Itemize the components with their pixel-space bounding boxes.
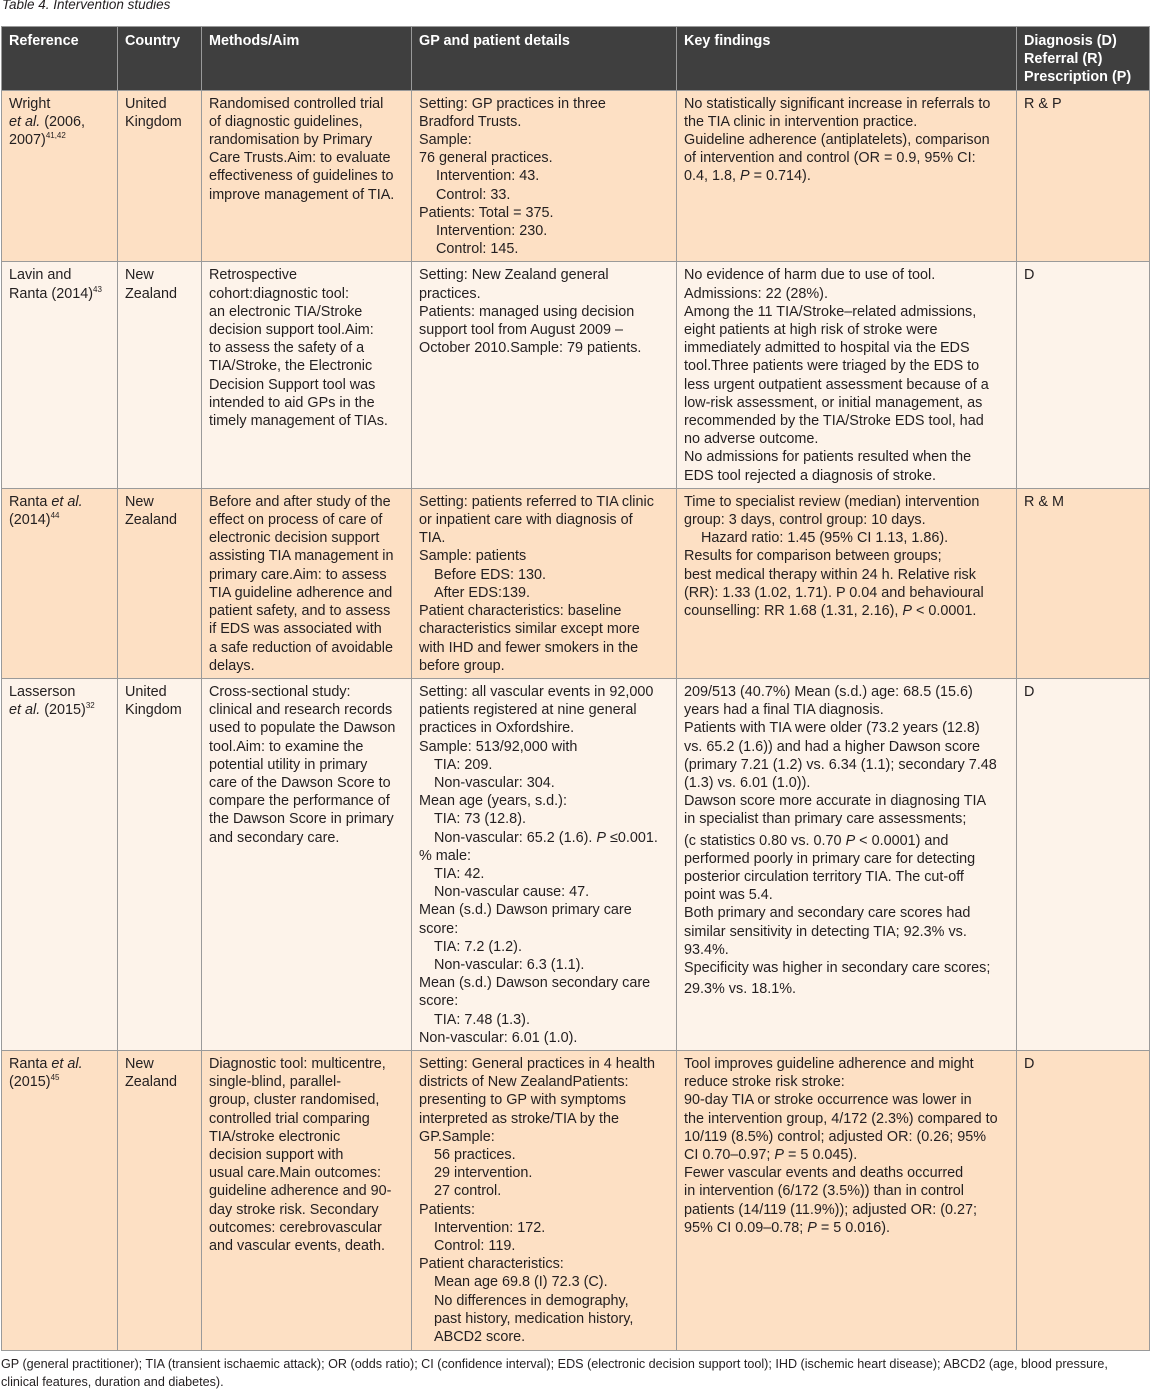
details-line: No differences in demography,: [434, 1292, 629, 1309]
header-row: [2, 27, 1150, 91]
methods-line: used to populate the Dawson: [209, 720, 396, 737]
details-line: Setting: all vascular events in 92,000: [419, 683, 654, 700]
methods-line: decision support tool.Aim:: [209, 322, 374, 339]
findings-text: 95% CI 0.09–0.78;: [684, 1219, 808, 1236]
p-value-italic: P: [902, 603, 912, 620]
country-line: Zealand: [125, 1074, 178, 1091]
cell-methods: [202, 262, 412, 488]
country-line: New: [125, 267, 154, 284]
findings-line: EDS tool rejected a diagnosis of stroke.: [684, 467, 936, 484]
methods-line: compare the performance of: [209, 793, 390, 810]
ref-text: (2015): [9, 1074, 51, 1091]
details-line: 29 intervention.: [434, 1165, 533, 1182]
methods-line: Care Trusts.Aim: to evaluate: [209, 150, 391, 167]
details-line: Patients: managed using decision: [419, 303, 635, 320]
intervention-studies-table: [1, 26, 1150, 1351]
ref-italic: et al.: [9, 113, 41, 130]
methods-line: Before and after study of the: [209, 493, 391, 510]
methods-line: outcomes: cerebrovascular: [209, 1219, 382, 1236]
findings-line: performed poorly in primary care for detecting: [684, 850, 976, 867]
findings-line: Admissions: 22 (28%).: [684, 285, 828, 302]
methods-line: TIA/stroke electronic: [209, 1128, 341, 1145]
details-line: Intervention: 230.: [436, 223, 548, 240]
details-line: Mean (s.d.) Dawson secondary care: [419, 975, 651, 992]
cell-findings: [677, 262, 1017, 488]
details-line: practices in Oxfordshire.: [419, 720, 575, 737]
methods-line: single-blind, parallel-: [209, 1074, 341, 1091]
country-line: Zealand: [125, 285, 178, 302]
header-country: Country: [118, 27, 202, 91]
cell-methods: [202, 90, 412, 262]
ref-text: Ranta: [9, 493, 52, 510]
methods-line: Cross-sectional study:: [209, 683, 351, 700]
cell-dx: D: [1017, 1050, 1150, 1350]
country-line: Kingdom: [125, 113, 182, 130]
methods-line: usual care.Main outcomes:: [209, 1165, 381, 1182]
methods-line: timely management of TIAs.: [209, 413, 388, 430]
cell-reference: [2, 678, 118, 1050]
details-line: score:: [419, 993, 459, 1010]
details-line: presenting to GP with symptoms: [419, 1092, 626, 1109]
ref-text: (2006,: [40, 113, 86, 130]
methods-line: controlled trial comparing: [209, 1110, 370, 1127]
details-line: Setting: New Zealand general: [419, 267, 609, 284]
findings-line: the TIA clinic in intervention practice.: [684, 113, 918, 130]
ref-superscript: 44: [50, 511, 60, 521]
findings-line: Specificity was higher in secondary care scores;: [684, 959, 991, 976]
details-line: Control: 145.: [436, 241, 519, 258]
findings-line: Time to specialist review (median) intervention: [684, 493, 980, 510]
methods-line: group, cluster randomised,: [209, 1092, 380, 1109]
details-line: Setting: GP practices in three: [419, 95, 606, 112]
ref-line: [9, 131, 110, 149]
details-line: % male:: [419, 847, 471, 864]
findings-line: point was 5.4.: [684, 887, 773, 904]
findings-line: No statistically significant increase in referrals to: [684, 95, 991, 112]
header-findings: Key findings: [677, 27, 1017, 91]
methods-line: assisting TIA management in: [209, 548, 394, 565]
country-line: Zealand: [125, 512, 178, 529]
p-value-italic: P: [596, 829, 606, 846]
ref-italic: et al.: [51, 1055, 83, 1072]
findings-line: [684, 602, 1009, 620]
findings-text: < 0.0001) and: [855, 832, 949, 849]
methods-line: day stroke risk. Secondary: [209, 1201, 379, 1218]
findings-line: eight patients at high risk of stroke were: [684, 322, 938, 339]
ref-text: Lasserson: [9, 683, 76, 700]
cell-findings: [677, 678, 1017, 1050]
header-diagnosis: Diagnosis (D): [1024, 33, 1117, 49]
details-line: Bradford Trusts.: [419, 113, 522, 130]
details-line: characteristics similar except more: [419, 621, 640, 638]
findings-line: less urgent outpatient assessment because of a: [684, 376, 989, 393]
ref-superscript: 43: [93, 284, 102, 294]
findings-line: the intervention group, 4/172 (2.3%) compared to: [684, 1110, 998, 1127]
findings-line: best medical therapy within 24 h. Relative risk: [684, 566, 976, 583]
details-line: TIA: 7.48 (1.3).: [434, 1011, 530, 1028]
details-line: TIA: 42.: [434, 865, 485, 882]
details-line: 56 practices.: [434, 1146, 516, 1163]
findings-line: No admissions for patients resulted when the: [684, 449, 972, 466]
cell-reference: [2, 262, 118, 488]
p-value-italic: P: [845, 832, 856, 849]
ref-text: Ranta (2014): [9, 285, 93, 302]
findings-line: Results for comparison between groups;: [684, 548, 942, 565]
details-line: Non-vascular: 6.3 (1.1).: [434, 956, 585, 973]
details-text: Non-vascular: 65.2 (1.6).: [434, 829, 597, 846]
p-value-italic: P: [740, 168, 750, 185]
findings-line: (primary 7.21 (1.2) vs. 6.34 (1.1); secondary 7.48: [684, 756, 997, 773]
methods-line: patient safety, and to assess: [209, 603, 391, 620]
table-row: [2, 262, 1150, 488]
country-line: New: [125, 493, 154, 510]
country-line: Kingdom: [125, 702, 182, 719]
findings-line: Among the 11 TIA/Stroke–related admissions,: [684, 303, 977, 320]
details-line: Patients: Total = 375.: [419, 204, 554, 221]
ref-line: [9, 701, 110, 719]
methods-line: if EDS was associated with: [209, 621, 382, 638]
findings-line: in specialist than primary care assessments;: [684, 811, 967, 828]
header-details: GP and patient details: [412, 27, 677, 91]
header-diagnosis-referral-prescription: [1017, 27, 1150, 91]
details-line: Patients:: [419, 1201, 475, 1218]
p-value-italic: P: [807, 1219, 817, 1236]
country-line: New: [125, 1055, 154, 1072]
details-line: Patient characteristics: baseline: [419, 603, 622, 620]
methods-line: potential utility in primary: [209, 756, 368, 773]
findings-line: posterior circulation territory TIA. The cut-off: [684, 868, 964, 885]
findings-line: immediately admitted to hospital via the EDS: [684, 340, 970, 357]
details-line: TIA.: [419, 530, 446, 547]
details-line: Before EDS: 130.: [434, 566, 546, 583]
findings-line: group: 3 days, control group: 10 days.: [684, 512, 926, 529]
details-line: Intervention: 172.: [434, 1219, 546, 1236]
findings-line: [684, 832, 1009, 850]
table-row: [2, 1050, 1150, 1350]
cell-country: [118, 1050, 202, 1350]
methods-line: guideline adherence and 90-: [209, 1183, 392, 1200]
table-caption: Table 4. Intervention studies: [2, 0, 171, 12]
findings-line: No evidence of harm due to use of tool.: [684, 267, 936, 284]
methods-line: a safe reduction of avoidable: [209, 639, 394, 656]
table-row: [2, 678, 1150, 1050]
findings-text: < 0.0001.: [912, 603, 977, 620]
details-text: ≤0.001.: [605, 829, 658, 846]
ref-line: [9, 493, 110, 511]
cell-dx: D: [1017, 262, 1150, 488]
table-footnote: GP (general practitioner); TIA (transient ischaemic attack); OR (odds ratio); CI (confidence interval); EDS (electronic decision support tool); IHD (ischemic heart disease); ABCD2 (age, blood pressure, clinical features, duration and diabetes).: [1, 1357, 1108, 1389]
methods-line: tool.Aim: to examine the: [209, 738, 364, 755]
cell-country: [118, 90, 202, 262]
details-line: TIA: 209.: [434, 756, 493, 773]
details-line: TIA: 7.2 (1.2).: [434, 938, 522, 955]
methods-line: care of the Dawson Score to: [209, 774, 391, 791]
details-line: After EDS:139.: [434, 584, 530, 601]
table-row: [2, 488, 1150, 678]
methods-line: randomisation by Primary: [209, 132, 373, 149]
findings-line: Hazard ratio: 1.45 (95% CI 1.13, 1.86).: [701, 530, 949, 547]
findings-line: vs. 65.2 (1.6)) and had a higher Dawson score: [684, 738, 980, 755]
findings-line: [684, 1219, 1009, 1237]
findings-line: Dawson score more accurate in diagnosing TIA: [684, 793, 987, 810]
details-line: [419, 829, 669, 847]
cell-details: [412, 262, 677, 488]
findings-line: no adverse outcome.: [684, 431, 819, 448]
details-line: 76 general practices.: [419, 150, 553, 167]
findings-line: similar sensitivity in detecting TIA; 92.3% vs.: [684, 923, 967, 940]
header-referral: Referral (R): [1024, 51, 1103, 68]
details-line: Sample:: [419, 132, 472, 149]
methods-line: electronic decision support: [209, 530, 380, 547]
methods-line: Retrospective: [209, 267, 297, 284]
details-line: score:: [419, 920, 459, 937]
findings-text: counselling: RR 1.68 (1.31, 2.16),: [684, 603, 903, 620]
details-line: Patient characteristics:: [419, 1256, 564, 1273]
methods-line: and secondary care.: [209, 829, 340, 846]
findings-line: recommended by the TIA/Stroke EDS tool, had: [684, 413, 984, 430]
ref-line: [9, 511, 110, 529]
findings-line: reduce stroke risk stroke:: [684, 1074, 845, 1091]
details-line: Intervention: 43.: [436, 168, 540, 185]
ref-line: [9, 1073, 110, 1091]
details-line: interpreted as stroke/TIA by the: [419, 1110, 619, 1127]
ref-superscript: 45: [50, 1073, 60, 1083]
details-line: Sample: patients: [419, 548, 527, 565]
cell-country: [118, 678, 202, 1050]
ref-italic: et al.: [9, 702, 41, 719]
findings-text: 0.4, 1.8,: [684, 168, 741, 185]
findings-line: 10/119 (8.5%) control; adjusted OR: (0.26; 95%: [684, 1128, 987, 1145]
findings-line: Fewer vascular events and deaths occurred: [684, 1165, 964, 1182]
ref-text: (2014): [9, 512, 51, 529]
cell-findings: [677, 488, 1017, 678]
details-line: Mean age (years, s.d.):: [419, 793, 567, 810]
findings-text: CI 0.70–0.97;: [684, 1146, 775, 1163]
methods-line: to assess the safety of a: [209, 340, 365, 357]
findings-line: 209/513 (40.7%) Mean (s.d.) age: 68.5 (15.6): [684, 683, 973, 700]
cell-methods: [202, 488, 412, 678]
methods-line: improve management of TIA.: [209, 186, 395, 203]
header-prescription: Prescription (P): [1024, 69, 1132, 86]
findings-line: (1.3) vs. 6.01 (1.0)).: [684, 774, 811, 791]
details-line: Mean (s.d.) Dawson primary care: [419, 902, 632, 919]
findings-line: 90-day TIA or stroke occurrence was lower in: [684, 1092, 972, 1109]
findings-line: low-risk assessment, or initial management, as: [684, 394, 983, 411]
methods-line: and vascular events, death.: [209, 1238, 385, 1254]
findings-line: Tool improves guideline adherence and might: [684, 1055, 974, 1072]
details-line: or inpatient care with diagnosis of: [419, 512, 633, 529]
findings-line: 93.4%.: [684, 941, 729, 958]
methods-line: TIA/Stroke, the Electronic: [209, 358, 373, 375]
cell-details: [412, 678, 677, 1050]
methods-line: primary care.Aim: to assess: [209, 566, 387, 583]
methods-line: clinical and research records: [209, 702, 393, 719]
findings-line: (RR): 1.33 (1.02, 1.71). P 0.04 and behavioural: [684, 584, 984, 601]
table-row: [2, 90, 1150, 262]
ref-line: [9, 113, 110, 131]
findings-line: in intervention (6/172 (3.5%)) than in control: [684, 1183, 964, 1200]
details-line: practices.: [419, 285, 481, 302]
findings-line: Both primary and secondary care scores had: [684, 905, 971, 922]
findings-line: Patients with TIA were older (73.2 years (12.8): [684, 720, 980, 737]
methods-line: Decision Support tool was: [209, 376, 376, 393]
ref-text: (2015): [40, 702, 86, 719]
details-line: Control: 119.: [434, 1238, 516, 1254]
cell-details: [412, 488, 677, 678]
methods-line: intended to aid GPs in the: [209, 394, 375, 411]
findings-text: (c statistics 0.80 vs. 0.70: [684, 832, 846, 849]
details-line: 27 control.: [434, 1183, 502, 1200]
findings-line: [684, 167, 1009, 185]
cell-dx: D: [1017, 678, 1150, 1050]
cell-findings: [677, 90, 1017, 262]
cell-reference: [2, 488, 118, 678]
findings-text: = 5 0.016).: [816, 1219, 891, 1236]
ref-superscript: 41,42: [45, 131, 66, 141]
details-line: Setting: General practices in 4 health: [419, 1055, 655, 1072]
cell-findings: [677, 1050, 1017, 1350]
findings-line: tool.Three patients were triaged by the EDS to: [684, 358, 980, 375]
methods-line: Diagnostic tool: multicentre,: [209, 1055, 386, 1072]
methods-line: cohort:diagnostic tool:: [209, 285, 349, 302]
details-line: Sample: 513/92,000 with: [419, 738, 578, 755]
details-line: Control: 33.: [436, 186, 511, 203]
cell-details: [412, 90, 677, 262]
ref-line: [9, 1055, 110, 1073]
details-line: GP.Sample:: [419, 1128, 495, 1145]
details-line: before group.: [419, 657, 505, 674]
methods-line: an electronic TIA/Stroke: [209, 303, 363, 320]
cell-dx: R & P: [1017, 90, 1150, 262]
methods-line: decision support with: [209, 1146, 344, 1163]
details-line: Setting: patients referred to TIA clinic: [419, 493, 654, 510]
cell-reference: [2, 1050, 118, 1350]
details-line: with IHD and fewer smokers in the: [419, 639, 639, 656]
findings-line: 29.3% vs. 18.1%.: [684, 981, 796, 998]
ref-text: Lavin and: [9, 267, 72, 284]
cell-methods: [202, 678, 412, 1050]
findings-line: patients (14/119 (11.9%)); adjusted OR: (0.27;: [684, 1201, 978, 1218]
findings-line: years had a final TIA diagnosis.: [684, 702, 884, 719]
methods-line: TIA guideline adherence and: [209, 584, 393, 601]
cell-details: [412, 1050, 677, 1350]
ref-superscript: 32: [85, 701, 95, 711]
ref-line: [9, 285, 110, 303]
details-line: support tool from August 2009 –: [419, 322, 623, 339]
details-line: districts of New ZealandPatients:: [419, 1074, 629, 1091]
details-line: October 2010.Sample: 79 patients.: [419, 340, 642, 357]
details-line: ABCD2 score.: [434, 1329, 526, 1346]
methods-line: effect on process of care of: [209, 512, 383, 529]
findings-text: = 5 0.045).: [784, 1146, 858, 1163]
findings-line: of intervention and control (OR = 0.9, 95% CI:: [684, 150, 976, 167]
cell-reference: [2, 90, 118, 262]
findings-line: [684, 1146, 1009, 1164]
details-line: Non-vascular cause: 47.: [434, 884, 590, 901]
methods-line: of diagnostic guidelines,: [209, 113, 363, 130]
findings-text: = 0.714).: [749, 168, 811, 185]
details-line: Non-vascular: 6.01 (1.0).: [419, 1029, 578, 1046]
methods-line: Randomised controlled trial: [209, 95, 384, 112]
header-methods: Methods/Aim: [202, 27, 412, 91]
methods-line: effectiveness of guidelines to: [209, 168, 394, 185]
details-line: TIA: 73 (12.8).: [434, 811, 526, 828]
country-line: United: [125, 95, 167, 112]
ref-italic: et al.: [51, 493, 83, 510]
cell-country: [118, 488, 202, 678]
p-value-italic: P: [774, 1146, 785, 1163]
cell-dx: R & M: [1017, 488, 1150, 678]
ref-text: Wright: [9, 95, 51, 112]
country-line: United: [125, 683, 167, 700]
methods-line: the Dawson Score in primary: [209, 811, 394, 828]
cell-country: [118, 262, 202, 488]
details-line: past history, medication history,: [434, 1310, 634, 1327]
methods-line: delays.: [209, 657, 255, 674]
findings-line: Guideline adherence (antiplatelets), comparison: [684, 132, 990, 149]
cell-methods: [202, 1050, 412, 1350]
details-line: Mean age 69.8 (I) 72.3 (C).: [434, 1274, 608, 1291]
ref-text: Ranta: [9, 1055, 52, 1072]
ref-text: 2007): [9, 132, 46, 149]
header-reference: Reference: [2, 27, 118, 91]
details-line: patients registered at nine general: [419, 702, 637, 719]
details-line: Non-vascular: 304.: [434, 774, 555, 791]
